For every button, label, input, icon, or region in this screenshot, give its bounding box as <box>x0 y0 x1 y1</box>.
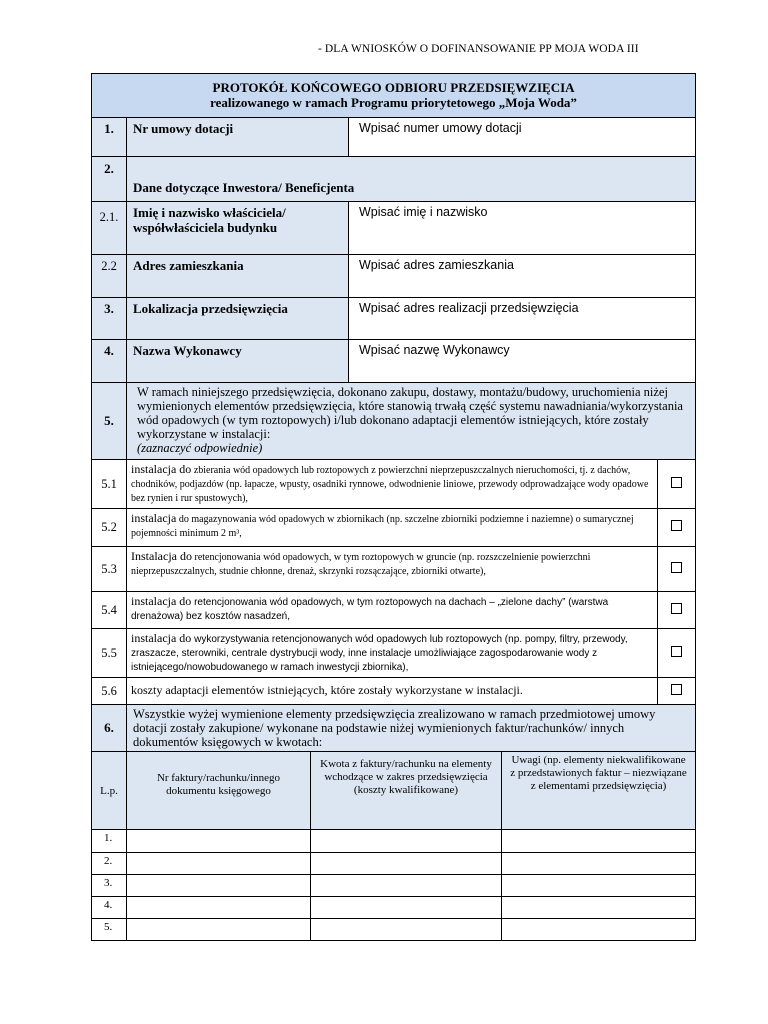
row-4 <box>92 340 696 383</box>
item-5-2-checkbox[interactable] <box>658 509 696 547</box>
row-2-label: Dane dotyczące Inwestora/ Beneficjenta <box>127 157 696 202</box>
owner-name-field[interactable]: Wpisać imię i nazwisko <box>349 202 696 255</box>
invoice-amount-cell[interactable] <box>311 919 502 941</box>
invoice-remarks-cell[interactable] <box>502 875 696 897</box>
row-5-paragraph: W ramach niniejszego przedsięwzięcia, dokonano zakupu, dostawy, montażu/budowy, uruchomienia niżej wymienionych elementów przedsięwzięcia, które stanowią trwałą część systemu nawadniania/wykorzystania wód opadowych (w tym roztopowych) i/lub dokonano adaptacji elementów istniejących, które zostały wykorzystane w instalacji: <box>137 385 683 441</box>
protocol-table <box>91 73 696 941</box>
row-2-1 <box>92 202 696 255</box>
invoice-row-num: 3. <box>92 875 127 897</box>
row-4-label: Nazwa Wykonawcy <box>127 340 349 383</box>
row-1-num: 1. <box>92 118 127 157</box>
item-5-6-num: 5.6 <box>92 678 127 705</box>
row-2-num: 2. <box>92 157 127 202</box>
item-5-1-text: instalacja do zbierania wód opadowych lub roztopowych z powierzchni nieprzepuszczalnych nieruchomości, tj. z dachów, chodników, podjazdów (np. łapacze, wpusty, osadniki rynnowe, odwodnienie liniowe, przewody odprowadzające wody opadowe bez rynien i rur spustowych), <box>127 460 658 509</box>
row-2 <box>92 157 696 202</box>
item-5-5-text: instalacja do wykorzystywania retencjonowanych wód opadowych lub roztopowych (np. pompy, filtry, przewody, zraszacze, sterowniki, centrale dystrybucji wody, inne instalacje umożliwiające zagospodarowanie wody z istniejącego/nowobudowanego w ramach inwestycji zbiornika), <box>127 629 658 678</box>
row-5-note: (zaznaczyć odpowiednie) <box>137 441 263 455</box>
invoice-amount-cell[interactable] <box>311 830 502 853</box>
invoice-amount-cell[interactable] <box>311 897 502 919</box>
col-header-lp: L.p. <box>92 752 127 830</box>
col-header-invoice-number: Nr faktury/rachunku/innego dokumentu księgowego <box>127 752 311 830</box>
address-field[interactable]: Wpisać adres zamieszkania <box>349 255 696 298</box>
invoice-amount-cell[interactable] <box>311 853 502 875</box>
row-1-label: Nr umowy dotacji <box>127 118 349 157</box>
col-header-amount: Kwota z faktury/rachunku na elementy wchodzące w zakres przedsięwzięcia (koszty kwalifikowane) <box>311 752 502 830</box>
invoice-number-cell[interactable] <box>127 919 311 941</box>
row-2-2-num: 2.2 <box>92 255 127 298</box>
header-note: - DLA WNIOSKÓW O DOFINANSOWANIE PP MOJA WODA III <box>318 43 639 55</box>
item-5-6 <box>92 678 696 705</box>
invoice-row-num: 2. <box>92 853 127 875</box>
item-5-2-num: 5.2 <box>92 509 127 547</box>
invoice-row <box>92 919 696 941</box>
item-5-2 <box>92 509 696 547</box>
item-5-6-checkbox[interactable] <box>658 678 696 705</box>
invoice-remarks-cell[interactable] <box>502 897 696 919</box>
row-1 <box>92 118 696 157</box>
document-title <box>92 74 696 118</box>
row-6 <box>92 705 696 752</box>
row-4-num: 4. <box>92 340 127 383</box>
item-5-3-num: 5.3 <box>92 547 127 592</box>
invoice-row <box>92 830 696 853</box>
row-5 <box>92 383 696 460</box>
row-6-num: 6. <box>92 705 127 752</box>
invoice-row <box>92 897 696 919</box>
item-5-6-text: koszty adaptacji elementów istniejących, które zostały wykorzystane w instalacji. <box>127 678 658 705</box>
title-line-2: realizowanego w ramach Programu priorytetowego „Moja Woda” <box>210 95 577 110</box>
item-5-4-checkbox[interactable] <box>658 592 696 629</box>
item-5-3 <box>92 547 696 592</box>
item-5-4-num: 5.4 <box>92 592 127 629</box>
invoice-row-num: 5. <box>92 919 127 941</box>
item-5-4 <box>92 592 696 629</box>
invoice-row <box>92 875 696 897</box>
contractor-name-field[interactable]: Wpisać nazwę Wykonawcy <box>349 340 696 383</box>
invoice-row <box>92 853 696 875</box>
row-6-text: Wszystkie wyżej wymienione elementy przedsięwzięcia zrealizowano w ramach przedmiotowej umowy dotacji zostały zakupione/ wykonane na podstawie niżej wymienionych faktur/rachunków/ innych dokumentów księgowych w kwotach: <box>127 705 696 752</box>
row-3-num: 3. <box>92 298 127 340</box>
col-header-remarks: Uwagi (np. elementy niekwalifikowane z przedstawionych faktur – niezwiązane z elementami przedsięwzięcia) <box>502 752 696 830</box>
project-location-field[interactable]: Wpisać adres realizacji przedsięwzięcia <box>349 298 696 340</box>
item-5-5-num: 5.5 <box>92 629 127 678</box>
row-3 <box>92 298 696 340</box>
row-2-1-label: Imię i nazwisko właściciela/ współwłaściciela budynku <box>127 202 349 255</box>
contract-number-field[interactable]: Wpisać numer umowy dotacji <box>349 118 696 157</box>
invoice-row-num: 1. <box>92 830 127 853</box>
row-2-1-num: 2.1. <box>92 202 127 255</box>
row-2-2-label: Adres zamieszkania <box>127 255 349 298</box>
item-5-5 <box>92 629 696 678</box>
item-5-3-checkbox[interactable] <box>658 547 696 592</box>
title-line-1: PROTOKÓŁ KOŃCOWEGO ODBIORU PRZEDSIĘWZIĘCIA <box>212 80 575 95</box>
item-5-2-text: instalacja do magazynowania wód opadowych w zbiornikach (np. szczelne zbiorniki podziemne i naziemne) o sumarycznej pojemności minimum 2 m³, <box>127 509 658 547</box>
invoice-row-num: 4. <box>92 897 127 919</box>
item-5-1-num: 5.1 <box>92 460 127 509</box>
invoice-number-cell[interactable] <box>127 830 311 853</box>
item-5-1 <box>92 460 696 509</box>
invoice-amount-cell[interactable] <box>311 875 502 897</box>
row-3-label: Lokalizacja przedsięwzięcia <box>127 298 349 340</box>
invoice-header-row <box>92 752 696 830</box>
row-5-text <box>127 383 696 460</box>
invoice-remarks-cell[interactable] <box>502 919 696 941</box>
item-5-1-checkbox[interactable] <box>658 460 696 509</box>
invoice-number-cell[interactable] <box>127 897 311 919</box>
invoice-remarks-cell[interactable] <box>502 853 696 875</box>
row-2-2 <box>92 255 696 298</box>
invoice-remarks-cell[interactable] <box>502 830 696 853</box>
item-5-4-text: instalacja do retencjonowania wód opadowych, w tym roztopowych na dachach – „zielone dachy” (warstwa drenażowa) bez kosztów nasadzeń, <box>127 592 658 629</box>
title-row <box>92 74 696 118</box>
invoice-number-cell[interactable] <box>127 853 311 875</box>
item-5-5-checkbox[interactable] <box>658 629 696 678</box>
invoice-number-cell[interactable] <box>127 875 311 897</box>
item-5-3-text: Instalacja do retencjonowania wód opadowych, w tym roztopowych w gruncie (np. rozszczelnienie powierzchni nieprzepuszczalnych, studnie chłonne, drenaż, skrzynki rozsączające, zbiorniki otwarte), <box>127 547 658 592</box>
row-5-num: 5. <box>92 383 127 460</box>
